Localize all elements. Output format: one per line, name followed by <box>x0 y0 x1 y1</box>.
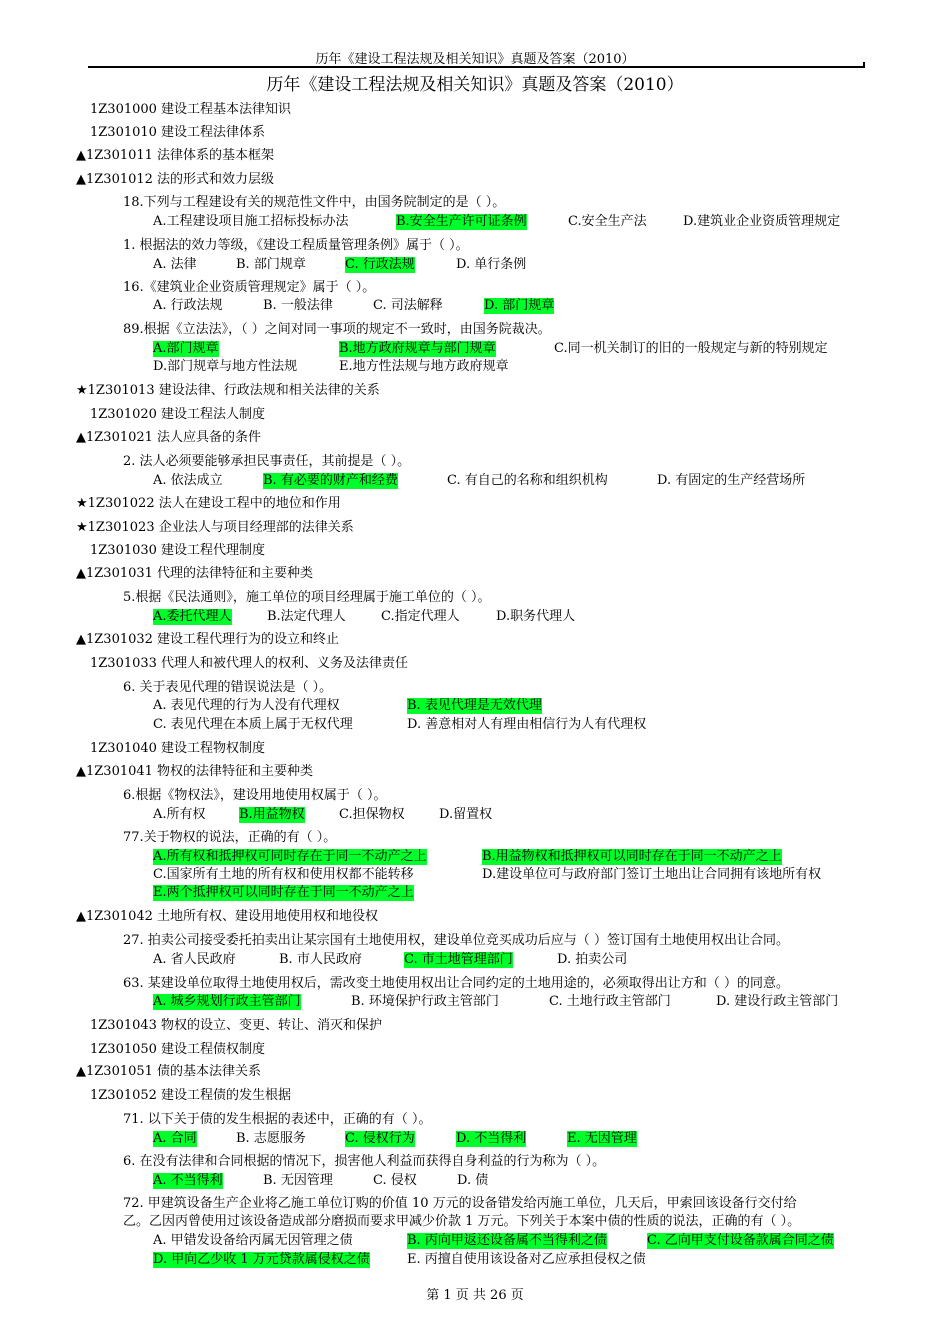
text-line: 27. 拍卖公司接受委托拍卖出让某宗国有土地使用权，建设单位竞买成功后应与（ ）签订国有土地使用权出让合同。 <box>123 933 789 948</box>
highlighted-answer: A.委托代理人 <box>153 609 232 624</box>
text-line: 1Z301043 物权的设立、变更、转让、消灭和保护 <box>90 1018 383 1033</box>
highlighted-answer: B. 表见代理是无效代理 <box>407 698 542 713</box>
answer-option: A. 行政法规 <box>153 298 223 313</box>
highlighted-answer: A. 城乡规划行政主管部门 <box>153 994 301 1009</box>
highlighted-answer: E.两个抵押权可以同时存在于同一不动产之上 <box>153 885 414 900</box>
text-line: ▲1Z301032 建设工程代理行为的设立和终止 <box>76 632 340 647</box>
highlighted-answer: B.安全生产许可证条例 <box>396 214 527 229</box>
highlighted-answer: A. 合同 <box>153 1131 197 1146</box>
text-line: 乙。乙因丙曾使用过该设备造成部分磨损而要求甲减少价款 1 万元。下列关于本案中债的性质的说法，正确的有（ ）。 <box>123 1214 801 1229</box>
answer-option: D.建筑业企业资质管理规定 <box>683 214 841 229</box>
text-line: 18.下列与工程建设有关的规范性文件中，由国务院制定的是（ ）。 <box>123 195 506 210</box>
answer-option: D.部门规章与地方性法规 <box>153 359 298 374</box>
text-line: ▲1Z301021 法人应具备的条件 <box>76 430 262 445</box>
answer-option: D. 拍卖公司 <box>557 952 628 967</box>
document-title: 历年《建设工程法规及相关知识》真题及答案（2010） <box>266 75 684 95</box>
answer-option: B. 志愿服务 <box>236 1131 306 1146</box>
text-line: 6. 关于表见代理的错误说法是（ ）。 <box>123 680 333 695</box>
answer-option: C. 司法解释 <box>373 298 443 313</box>
answer-option: E. 丙擅自使用该设备对乙应承担侵权之债 <box>407 1252 646 1267</box>
text-line: ★1Z301013 建设法律、行政法规和相关法律的关系 <box>76 383 380 398</box>
highlighted-answer: A. 不当得利 <box>153 1173 223 1188</box>
answer-option: D. 善意相对人有理由相信行为人有代理权 <box>407 717 647 732</box>
text-line: 89.根据《立法法》，（ ）之间对同一事项的规定不一致时，由国务院裁决。 <box>123 322 551 337</box>
text-line: 72. 甲建筑设备生产企业将乙施工单位订购的价值 10 万元的设备错发给丙施工单位，几天后，甲索回该设备行交付给 <box>123 1196 797 1211</box>
text-line: ▲1Z301042 土地所有权、建设用地使用权和地役权 <box>76 909 379 924</box>
answer-option: D. 单行条例 <box>456 257 527 272</box>
answer-option: D. 债 <box>457 1173 489 1188</box>
answer-option: B.法定代理人 <box>267 609 346 624</box>
answer-option: B. 市人民政府 <box>279 952 362 967</box>
text-line: 16.《建筑业企业资质管理规定》属于（ ）。 <box>123 280 376 295</box>
text-line: ★1Z301022 法人在建设工程中的地位和作用 <box>76 496 341 511</box>
page-footer: 第 1 页 共 26 页 <box>426 1288 524 1303</box>
answer-option: C. 表见代理在本质上属于无权代理 <box>153 717 353 732</box>
answer-option: A. 法律 <box>153 257 197 272</box>
answer-option: D.建设单位可与政府部门签订土地出让合同拥有该地所有权 <box>482 867 822 882</box>
highlighted-answer: D. 部门规章 <box>484 298 555 313</box>
text-line: ▲1Z301031 代理的法律特征和主要种类 <box>76 566 314 581</box>
text-line: 1. 根据法的效力等级，《建设工程质量管理条例》属于（ ）。 <box>123 238 469 253</box>
highlighted-answer: D. 不当得利 <box>456 1131 527 1146</box>
text-line: 71. 以下关于债的发生根据的表述中，正确的有（ ）。 <box>123 1112 432 1127</box>
text-line: 1Z301000 建设工程基本法律知识 <box>90 102 292 117</box>
text-line: 77.关于物权的说法，正确的有（ ）。 <box>123 830 337 845</box>
text-line: 6.根据《物权法》，建设用地使用权属于（ ）。 <box>123 788 387 803</box>
answer-option: A.所有权 <box>153 807 206 822</box>
text-line: ▲1Z301041 物权的法律特征和主要种类 <box>76 764 314 779</box>
highlighted-answer: C. 侵权行为 <box>345 1131 415 1146</box>
answer-option: B. 一般法律 <box>263 298 333 313</box>
answer-option: D.职务代理人 <box>496 609 576 624</box>
highlighted-answer: C. 市土地管理部门 <box>404 952 513 967</box>
answer-option: C.安全生产法 <box>568 214 647 229</box>
running-header: 历年《建设工程法规及相关知识》真题及答案（2010） <box>315 52 635 67</box>
text-line: 63. 某建设单位取得土地使用权后，需改变土地使用权出让合同约定的土地用途的，必须取得出让方和（ ）的同意。 <box>123 976 789 991</box>
text-line: 1Z301020 建设工程法人制度 <box>90 407 266 422</box>
header-rule <box>88 66 865 68</box>
text-line: 5.根据《民法通则》，施工单位的项目经理属于施工单位的（ ）。 <box>123 590 491 605</box>
text-line: 1Z301050 建设工程债权制度 <box>90 1042 266 1057</box>
highlighted-answer: B.用益物权 <box>239 807 305 822</box>
answer-option: C. 土地行政主管部门 <box>549 994 671 1009</box>
text-line: 1Z301030 建设工程代理制度 <box>90 543 266 558</box>
answer-option: C.国家所有土地的所有权和使用权都不能转移 <box>153 867 414 882</box>
highlighted-answer: B. 有必要的财产和经费 <box>263 473 398 488</box>
text-line: ▲1Z301011 法律体系的基本框架 <box>76 148 275 163</box>
answer-option: A. 甲错发设备给丙属无因管理之债 <box>153 1233 353 1248</box>
highlighted-answer: B. 丙向甲返还设备属不当得利之债 <box>407 1233 607 1248</box>
answer-option: C.指定代理人 <box>381 609 460 624</box>
answer-option: B. 无因管理 <box>263 1173 333 1188</box>
answer-option: E.地方性法规与地方政府规章 <box>339 359 509 374</box>
answer-option: B. 部门规章 <box>236 257 306 272</box>
answer-option: D. 建设行政主管部门 <box>716 994 839 1009</box>
text-line: 1Z301010 建设工程法律体系 <box>90 125 266 140</box>
text-line: ★1Z301023 企业法人与项目经理部的法律关系 <box>76 520 354 535</box>
header-rule-tick <box>863 62 865 68</box>
text-line: ▲1Z301051 债的基本法律关系 <box>76 1064 262 1079</box>
text-line: 2. 法人必须要能够承担民事责任，其前提是（ ）。 <box>123 454 411 469</box>
highlighted-answer: A.部门规章 <box>153 341 219 356</box>
text-line: 6. 在没有法律和合同根据的情况下，损害他人利益而获得自身利益的行为称为（ ）。 <box>123 1154 606 1169</box>
answer-option: B. 环境保护行政主管部门 <box>351 994 499 1009</box>
answer-option: C. 有自己的名称和组织机构 <box>447 473 608 488</box>
answer-option: C.担保物权 <box>339 807 405 822</box>
answer-option: A.工程建设项目施工招标投标办法 <box>153 214 349 229</box>
highlighted-answer: C. 行政法规 <box>345 257 415 272</box>
answer-option: D.留置权 <box>439 807 493 822</box>
highlighted-answer: B.用益物权和抵押权可以同时存在于同一不动产之上 <box>482 849 782 864</box>
answer-option: C. 侵权 <box>373 1173 417 1188</box>
text-line: 1Z301040 建设工程物权制度 <box>90 741 266 756</box>
highlighted-answer: A.所有权和抵押权可同时存在于同一不动产之上 <box>153 849 427 864</box>
answer-option: A. 表见代理的行为人没有代理权 <box>153 698 340 713</box>
answer-option: C.同一机关制订的旧的一般规定与新的特别规定 <box>554 341 828 356</box>
highlighted-answer: C. 乙向甲支付设备款属合同之债 <box>647 1233 834 1248</box>
text-line: 1Z301033 代理人和被代理人的权利、义务及法律责任 <box>90 656 409 671</box>
highlighted-answer: D. 甲向乙少收 1 万元贷款属侵权之债 <box>153 1252 370 1267</box>
text-line: 1Z301052 建设工程债的发生根据 <box>90 1088 292 1103</box>
answer-option: D. 有固定的生产经营场所 <box>657 473 806 488</box>
highlighted-answer: B.地方政府规章与部门规章 <box>339 341 496 356</box>
highlighted-answer: E. 无因管理 <box>567 1131 637 1146</box>
text-line: ▲1Z301012 法的形式和效力层级 <box>76 172 275 187</box>
answer-option: A. 依法成立 <box>153 473 223 488</box>
answer-option: A. 省人民政府 <box>153 952 236 967</box>
